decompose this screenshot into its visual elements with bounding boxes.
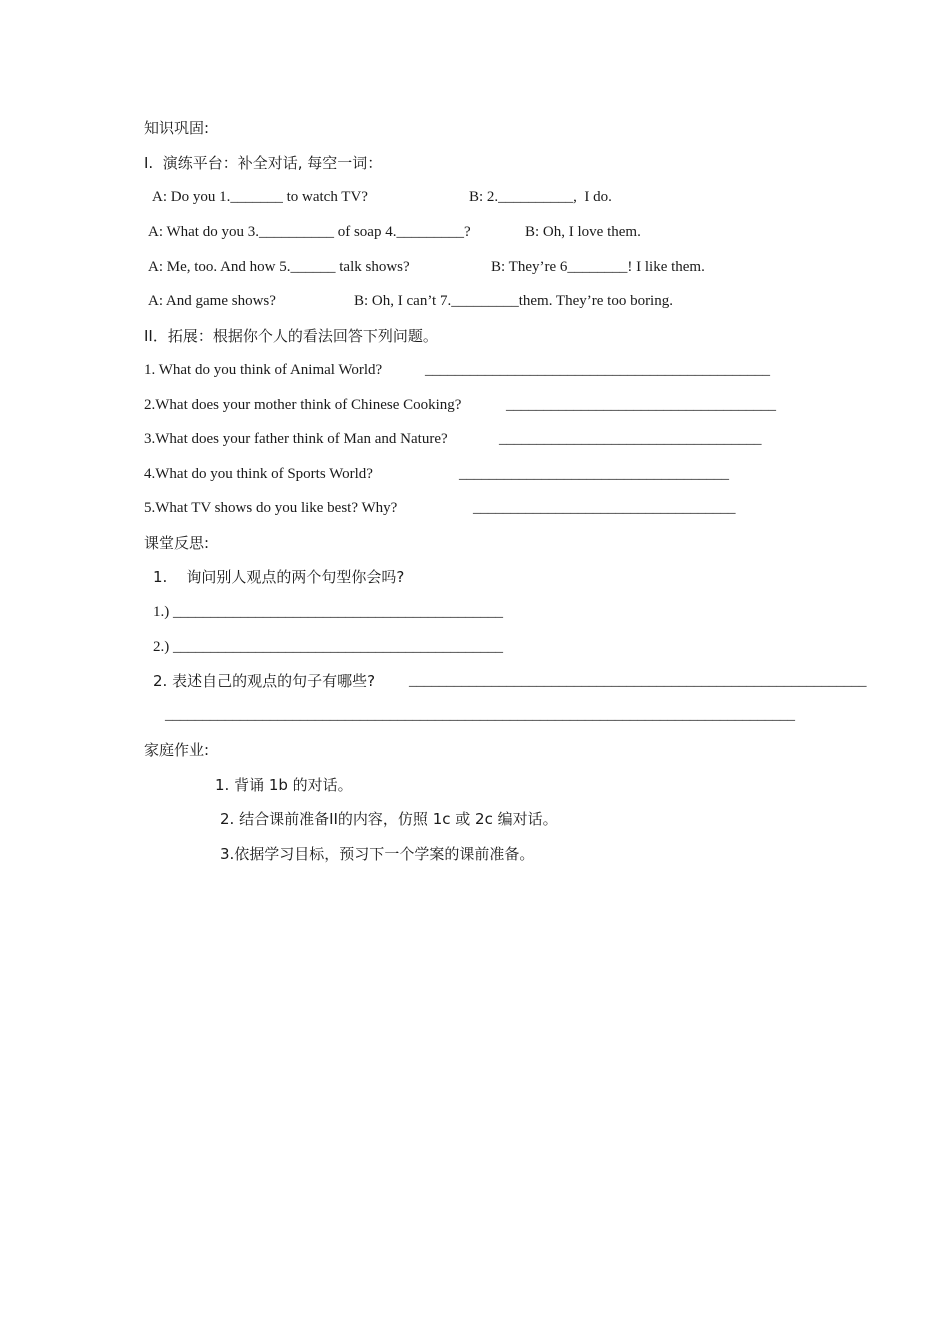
- dialogue-line-a: A: Do you 1._______ to watch TV?: [152, 189, 368, 205]
- homework-item: 2. 结合课前准备II的内容，仿照 1c 或 2c 编对话。: [220, 810, 558, 828]
- dialogue-line-a: A: And game shows?: [148, 293, 276, 309]
- reflection-answer-blank[interactable]: _____________________________________________________________: [409, 673, 867, 689]
- dialogue-line-b: B: Oh, I love them.: [525, 224, 641, 240]
- section-heading-consolidation: 知识巩固:: [144, 119, 210, 137]
- answer-blank[interactable]: ____________________________________: [459, 466, 729, 482]
- question-text: 5.What TV shows do you like best? Why?: [144, 500, 398, 516]
- dialogue-line-a: A: What do you 3.__________ of soap 4._________?: [148, 224, 471, 240]
- dialogue-line-b: B: 2.__________, I do.: [469, 189, 612, 205]
- homework-item: 3.依据学习目标，预习下一个学案的课前准备。: [220, 845, 535, 863]
- question-text: 4.What do you think of Sports World?: [144, 466, 373, 482]
- answer-blank[interactable]: ____________________________________: [506, 397, 776, 413]
- reflection-answer-1[interactable]: 1.) ____________________________________________: [153, 604, 503, 620]
- reflection-answer-2[interactable]: 2.) ____________________________________________: [153, 639, 503, 655]
- question-text: 1. What do you think of Animal World?: [144, 362, 383, 378]
- answer-blank[interactable]: ___________________________________: [499, 431, 762, 447]
- reflection-question-1: 1. 询问别人观点的两个句型你会吗?: [153, 568, 405, 586]
- dialogue-line-a: A: Me, too. And how 5.______ talk shows?: [148, 259, 410, 275]
- reflection-title: 课堂反思:: [144, 534, 210, 552]
- homework-item: 1. 背诵 1b 的对话。: [215, 776, 353, 794]
- reflection-extra-blank[interactable]: ____________________________________________________________________________________: [165, 707, 795, 723]
- section1-title: I. 演练平台：补全对话, 每空一词：: [144, 154, 383, 172]
- dialogue-line-b: B: Oh, I can’t 7._________them. They’re too boring.: [354, 293, 673, 309]
- reflection-question-2: 2. 表述自己的观点的句子有哪些?: [153, 672, 376, 690]
- answer-blank[interactable]: ______________________________________________: [425, 362, 770, 378]
- question-text: 3.What does your father think of Man and Nature?: [144, 431, 448, 447]
- homework-title: 家庭作业:: [144, 741, 210, 759]
- question-text: 2.What does your mother think of Chinese Cooking?: [144, 397, 462, 413]
- dialogue-line-b: B: They’re 6________! I like them.: [491, 259, 705, 275]
- section2-title: II．拓展：根据你个人的看法回答下列问题。: [144, 327, 438, 345]
- answer-blank[interactable]: ___________________________________: [473, 500, 736, 516]
